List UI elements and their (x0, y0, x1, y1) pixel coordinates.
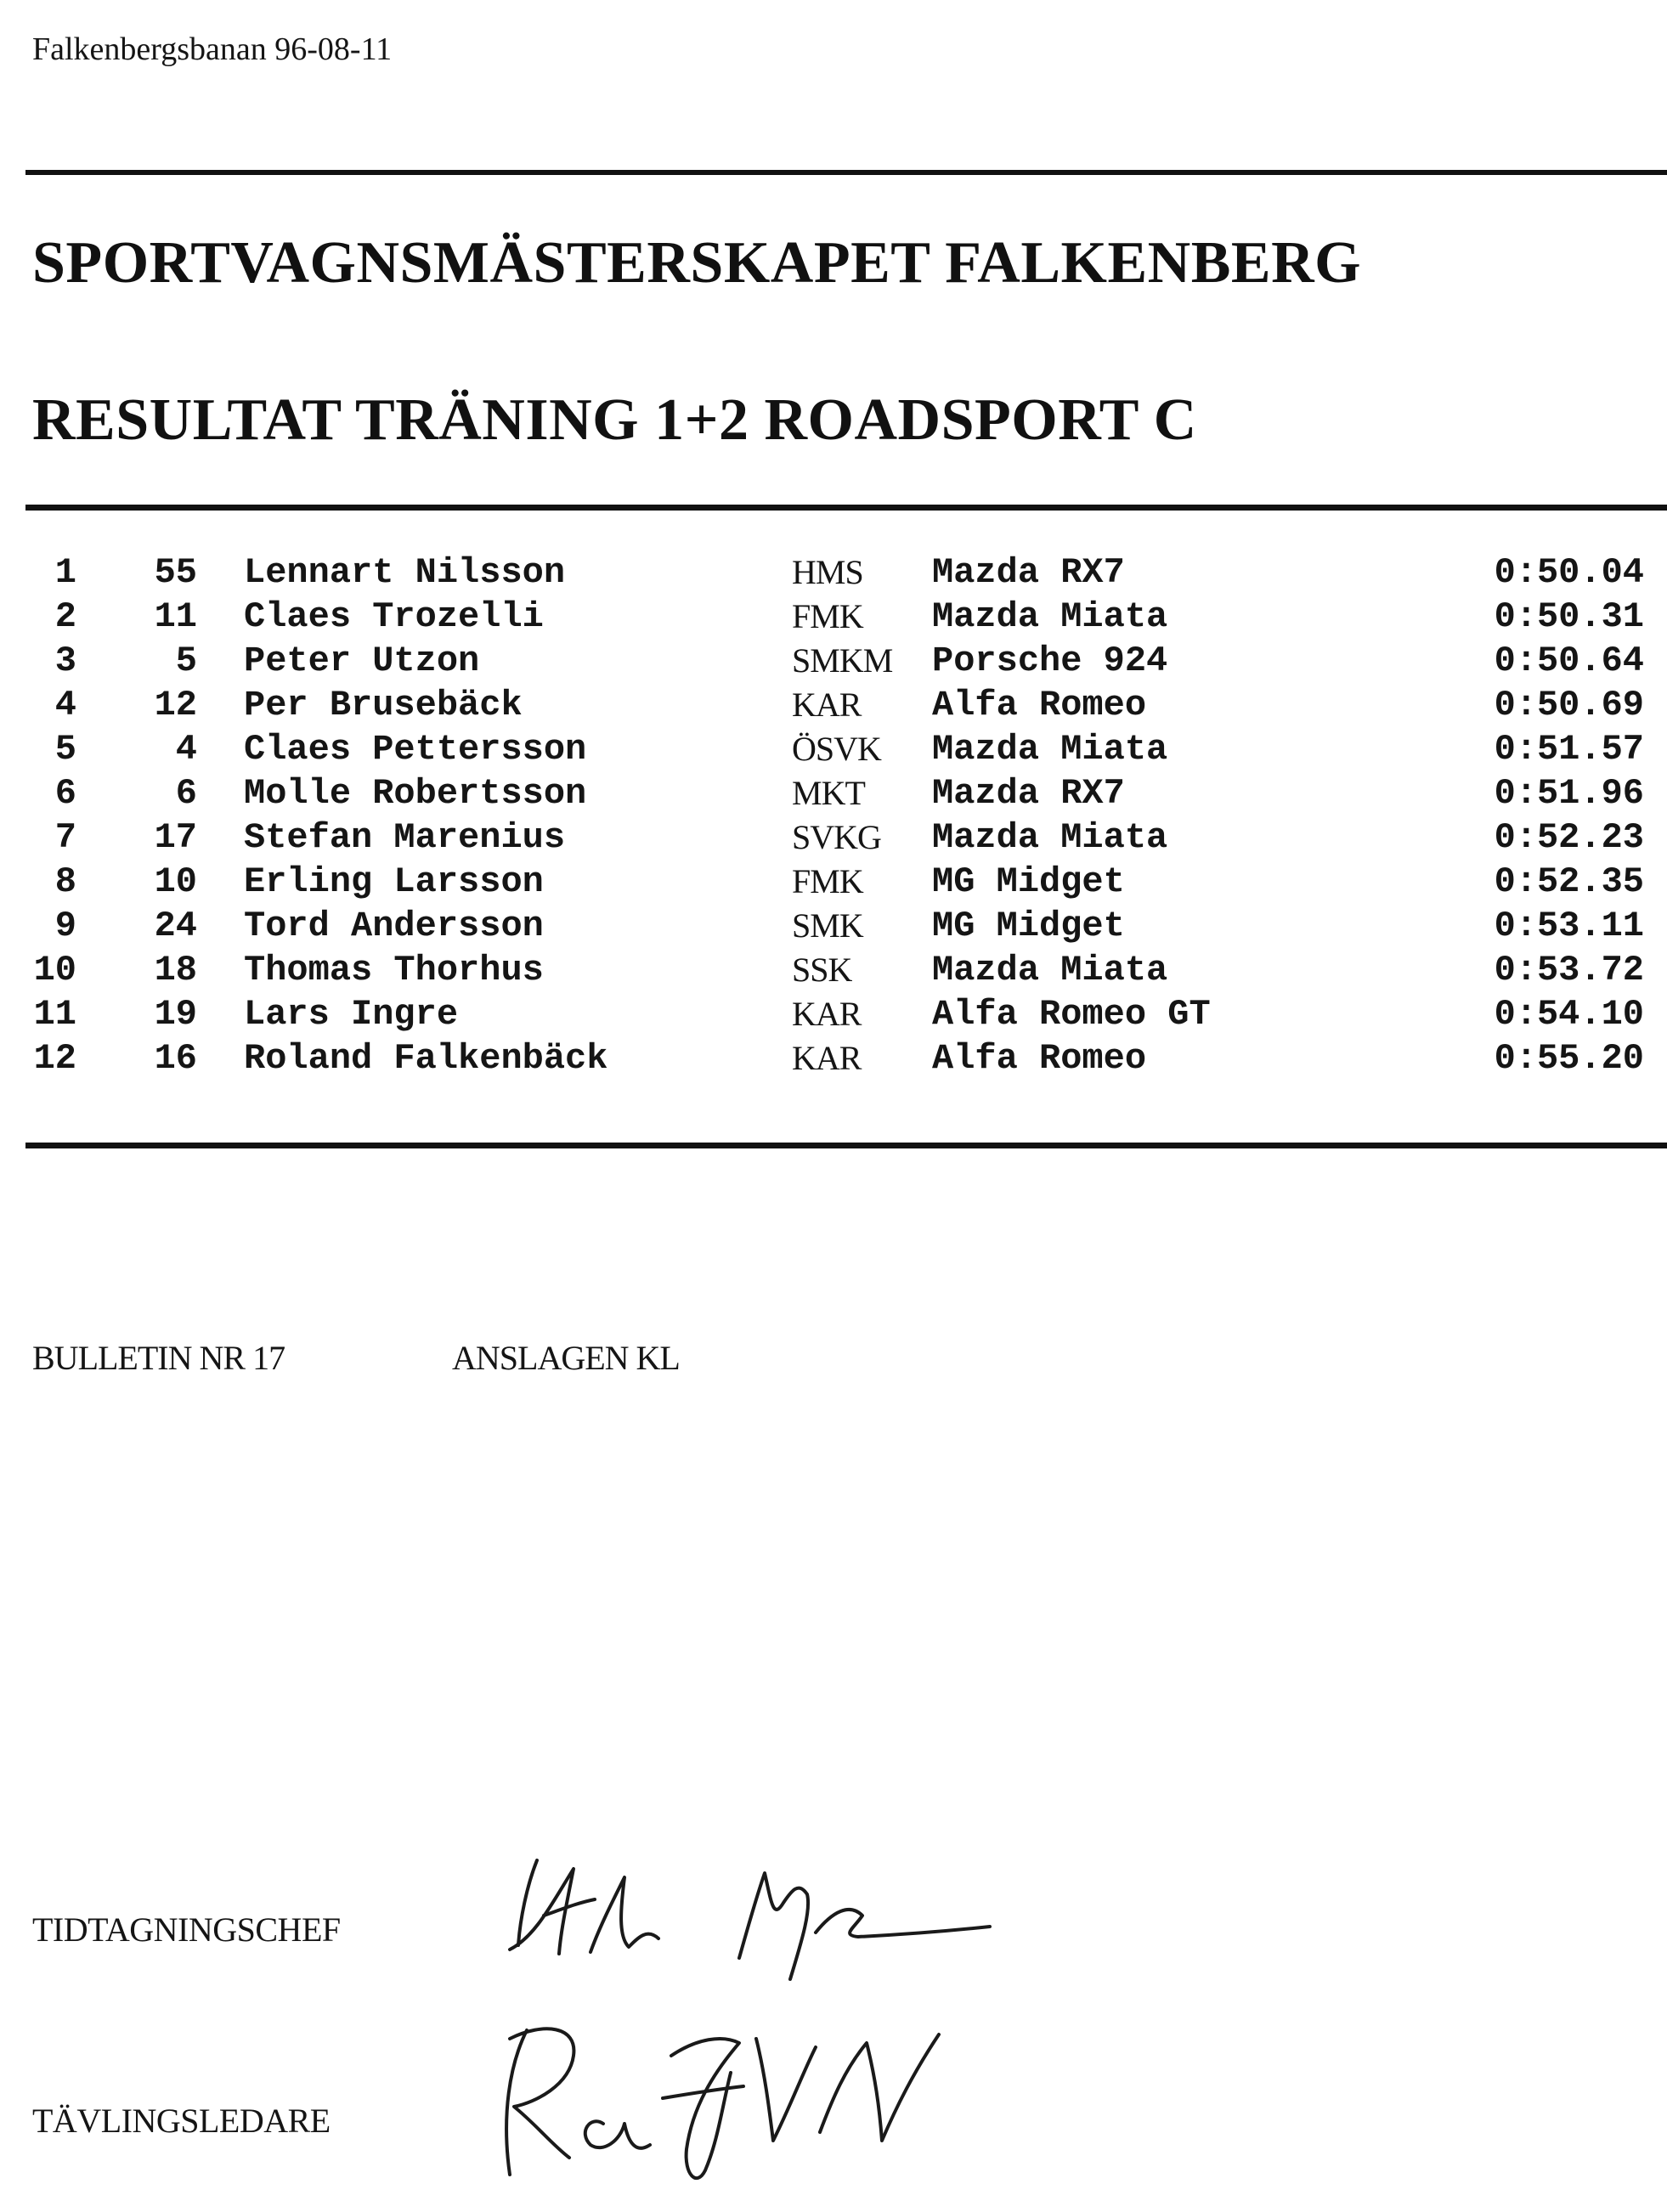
table-row (0, 1038, 1667, 1082)
driver-name-cell: Erling Larsson (244, 861, 544, 902)
position-cell: 9 (54, 906, 76, 946)
club-cell: FMK (792, 862, 863, 900)
car-number-cell: 12 (154, 685, 197, 725)
car-model-cell: Mazda RX7 (932, 552, 1125, 593)
car-number-cell: 17 (154, 817, 197, 858)
table-row (0, 596, 1667, 640)
document-title: SPORTVAGNSMÄSTERSKAPET FALKENBERG (32, 230, 1362, 296)
club-cell: SVKG (792, 818, 881, 856)
driver-name-cell: Lars Ingre (244, 994, 459, 1035)
driver-name-cell: Roland Falkenbäck (244, 1038, 608, 1079)
posted-time-label: ANSLAGEN KL (452, 1339, 680, 1377)
position-cell: 6 (54, 773, 76, 814)
table-row (0, 773, 1667, 817)
club-cell: KAR (792, 995, 862, 1033)
position-cell: 12 (33, 1038, 76, 1079)
table-row (0, 817, 1667, 861)
position-cell: 5 (54, 729, 76, 770)
lap-time-cell: 0:50.04 (1494, 552, 1644, 593)
race-director-signature (476, 2005, 969, 2200)
driver-name-cell: Molle Robertsson (244, 773, 587, 814)
club-cell: SMK (792, 906, 863, 945)
driver-name-cell: Peter Utzon (244, 640, 480, 681)
table-row (0, 994, 1667, 1038)
club-cell: FMK (792, 597, 863, 635)
car-number-cell: 24 (154, 906, 197, 946)
car-model-cell: Mazda Miata (932, 950, 1168, 990)
driver-name-cell: Per Brusebäck (244, 685, 523, 725)
driver-name-cell: Thomas Thorhus (244, 950, 544, 990)
position-cell: 2 (54, 596, 76, 637)
place-date-header: Falkenbergsbanan 96-08-11 (32, 31, 393, 67)
lap-time-cell: 0:52.23 (1494, 817, 1644, 858)
club-cell: MKT (792, 774, 865, 812)
car-model-cell: MG Midget (932, 861, 1125, 902)
club-cell: KAR (792, 1039, 862, 1077)
document-subtitle: RESULTAT TRÄNING 1+2 ROADSPORT C (32, 387, 1197, 453)
car-number-cell: 5 (175, 640, 197, 681)
results-bottom-divider (25, 1143, 1667, 1148)
club-cell: SSK (792, 951, 852, 989)
table-row (0, 640, 1667, 685)
table-row (0, 950, 1667, 994)
car-model-cell: Mazda RX7 (932, 773, 1125, 814)
driver-name-cell: Stefan Marenius (244, 817, 566, 858)
car-number-cell: 55 (154, 552, 197, 593)
position-cell: 4 (54, 685, 76, 725)
club-cell: ÖSVK (792, 730, 881, 768)
car-number-cell: 18 (154, 950, 197, 990)
timing-chief-label: TIDTAGNINGSCHEF (32, 1910, 341, 1949)
top-divider (25, 170, 1667, 175)
table-row (0, 685, 1667, 729)
position-cell: 11 (33, 994, 76, 1035)
lap-time-cell: 0:50.69 (1494, 685, 1644, 725)
car-model-cell: Mazda Miata (932, 729, 1168, 770)
car-number-cell: 4 (175, 729, 197, 770)
lap-time-cell: 0:50.64 (1494, 640, 1644, 681)
table-row (0, 906, 1667, 950)
car-number-cell: 16 (154, 1038, 197, 1079)
car-model-cell: Porsche 924 (932, 640, 1168, 681)
lap-time-cell: 0:54.10 (1494, 994, 1644, 1035)
lap-time-cell: 0:53.72 (1494, 950, 1644, 990)
car-number-cell: 6 (175, 773, 197, 814)
results-top-divider (25, 505, 1667, 511)
car-model-cell: Mazda Miata (932, 596, 1168, 637)
driver-name-cell: Lennart Nilsson (244, 552, 566, 593)
club-cell: HMS (792, 553, 863, 591)
club-cell: SMKM (792, 641, 893, 680)
lap-time-cell: 0:52.35 (1494, 861, 1644, 902)
position-cell: 10 (33, 950, 76, 990)
timing-chief-signature (484, 1843, 1096, 1988)
car-number-cell: 19 (154, 994, 197, 1035)
car-model-cell: Alfa Romeo (932, 685, 1147, 725)
bulletin-number: BULLETIN NR 17 (32, 1339, 285, 1377)
car-number-cell: 11 (154, 596, 197, 637)
driver-name-cell: Tord Andersson (244, 906, 544, 946)
car-number-cell: 10 (154, 861, 197, 902)
position-cell: 8 (54, 861, 76, 902)
table-row (0, 552, 1667, 596)
table-row (0, 729, 1667, 773)
lap-time-cell: 0:53.11 (1494, 906, 1644, 946)
car-model-cell: Alfa Romeo GT (932, 994, 1211, 1035)
lap-time-cell: 0:51.96 (1494, 773, 1644, 814)
lap-time-cell: 0:50.31 (1494, 596, 1644, 637)
club-cell: KAR (792, 686, 862, 724)
car-model-cell: Mazda Miata (932, 817, 1168, 858)
lap-time-cell: 0:51.57 (1494, 729, 1644, 770)
lap-time-cell: 0:55.20 (1494, 1038, 1644, 1079)
results-table (0, 552, 1667, 1082)
driver-name-cell: Claes Pettersson (244, 729, 587, 770)
table-row (0, 861, 1667, 906)
position-cell: 7 (54, 817, 76, 858)
car-model-cell: MG Midget (932, 906, 1125, 946)
race-director-label: TÄVLINGSLEDARE (32, 2102, 331, 2140)
car-model-cell: Alfa Romeo (932, 1038, 1147, 1079)
position-cell: 1 (54, 552, 76, 593)
position-cell: 3 (54, 640, 76, 681)
driver-name-cell: Claes Trozelli (244, 596, 544, 637)
